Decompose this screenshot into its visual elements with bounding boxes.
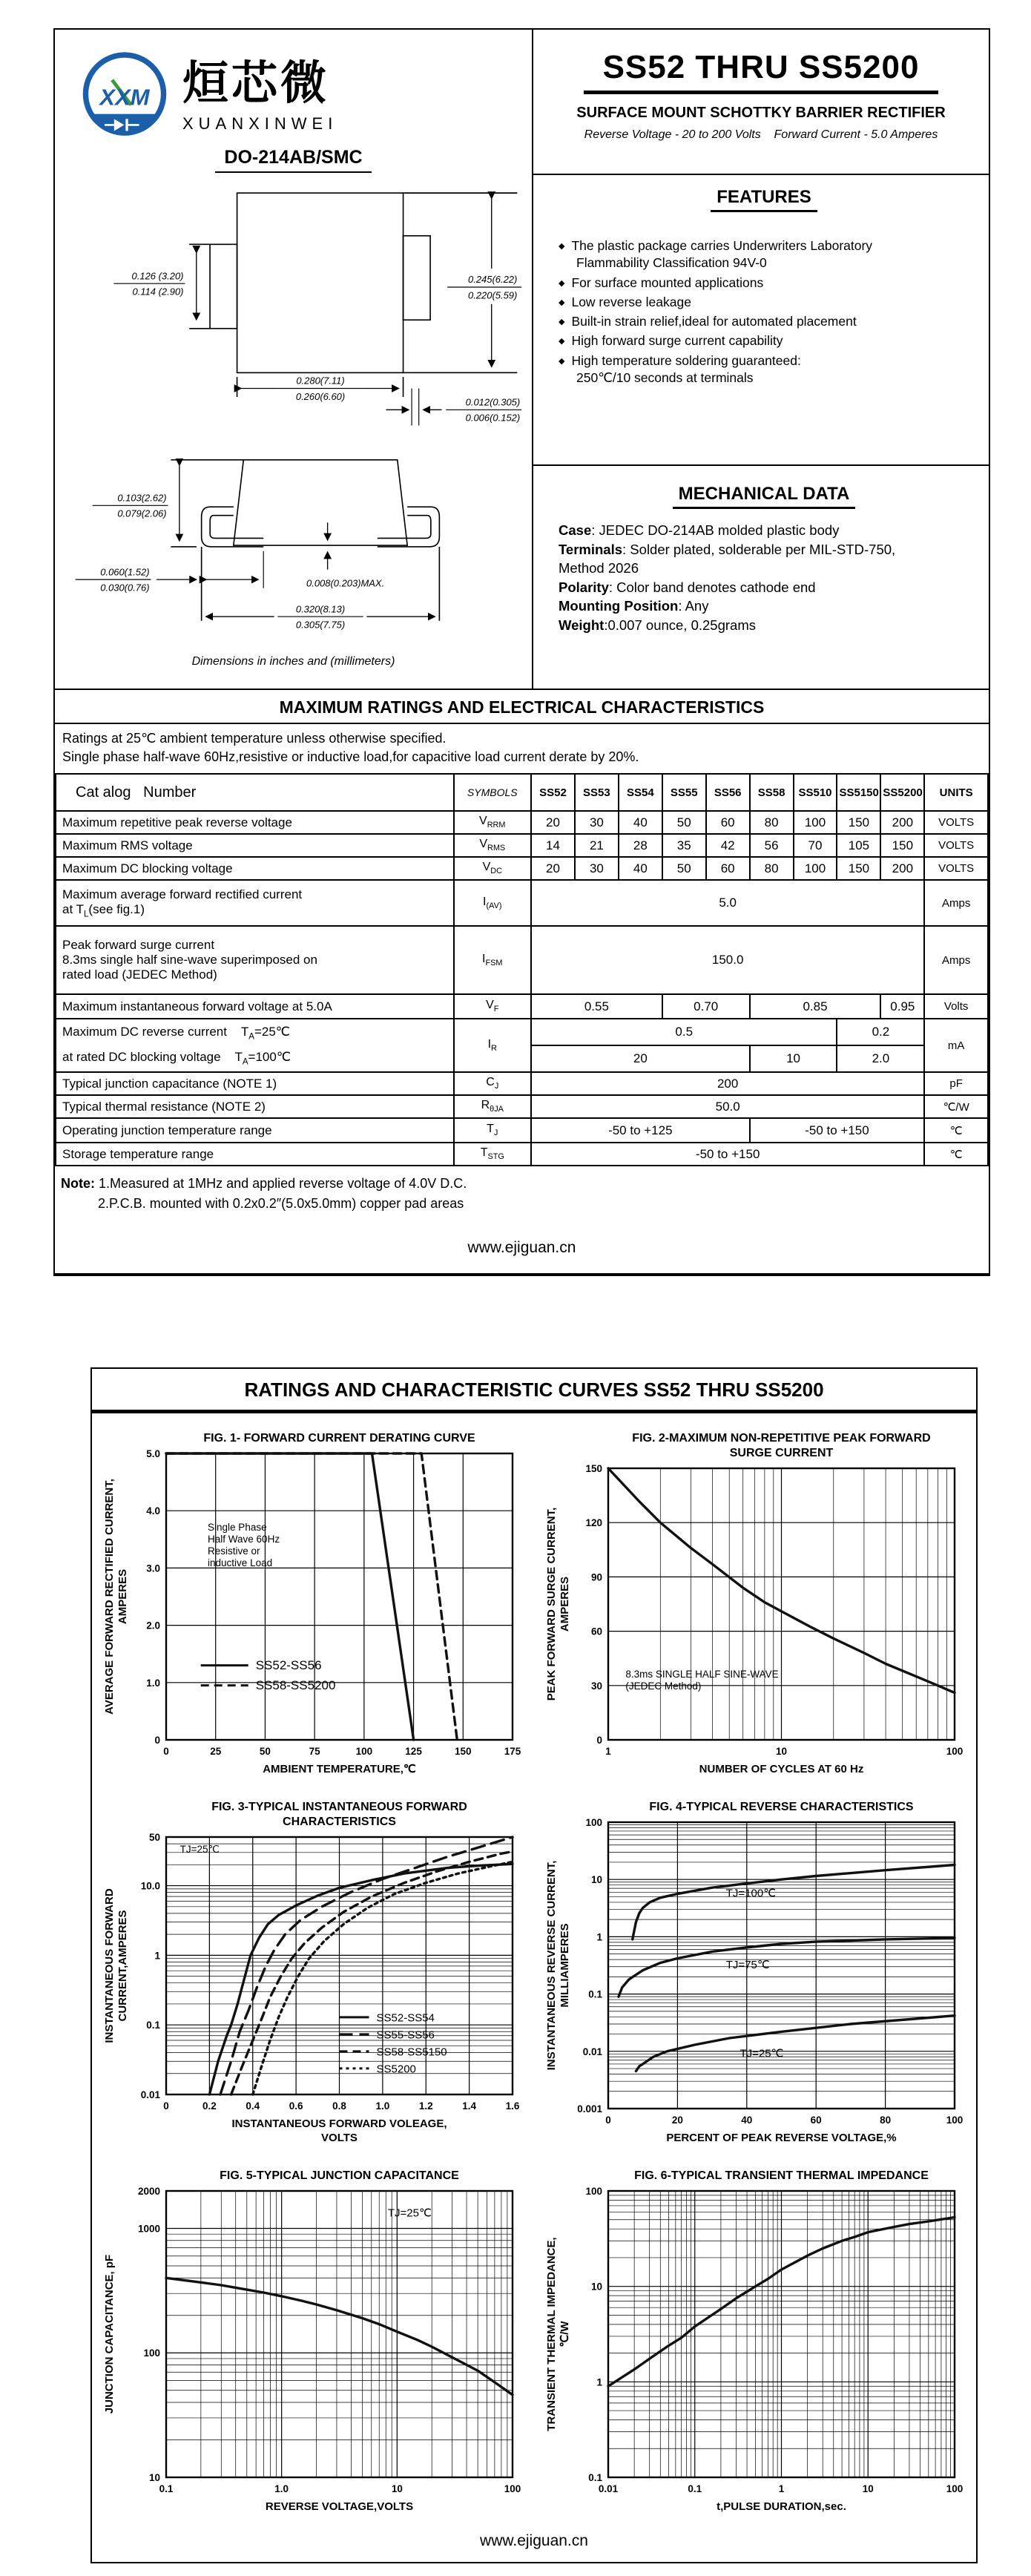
catalog-number-header: Cat alog Number	[56, 774, 454, 811]
x-tick-label: 100	[946, 2483, 964, 2494]
unit-cell: ℃/W	[924, 1095, 988, 1118]
x-axis-label: AMBIENT TEMPERATURE,℃	[263, 1763, 416, 1775]
value-cell: 20	[531, 811, 575, 834]
device-type-subtitle: SURFACE MOUNT SCHOTTKY BARRIER RECTIFIER	[576, 105, 946, 121]
legend-label: SS52-SS54	[376, 2011, 435, 2025]
x-tick-label: 1.2	[418, 2100, 433, 2112]
x-tick-label: 40	[741, 2115, 753, 2126]
device-column-header: SS5200	[880, 774, 924, 811]
x-tick-label: 0.4	[246, 2100, 260, 2112]
y-tick-label: 0	[154, 1735, 160, 1746]
y-axis-label: CURRENT,AMPERES	[116, 1910, 129, 2022]
row-label: Typical thermal resistance (NOTE 2)	[56, 1095, 454, 1118]
y-tick-label: 30	[590, 1680, 602, 1692]
chart-annotation: inductive Load	[208, 1557, 273, 1569]
series-curve	[619, 1938, 955, 1997]
package-top-view-drawing	[64, 174, 524, 437]
mechanical-data-section	[533, 466, 989, 689]
fig1-plot	[98, 1422, 524, 1782]
dim-foot-max: 0.060(1.52)	[99, 566, 150, 578]
device-column-header: SS52	[531, 774, 575, 811]
device-column-header: SS510	[794, 774, 837, 811]
row-symbol: $V_{RMS}$	[454, 834, 532, 857]
y-axis-label: AMPERES	[116, 1568, 129, 1625]
y-tick-label: 5.0	[146, 1448, 160, 1459]
value-cell: 60	[706, 811, 750, 834]
mechanical-line: Polarity: Color band denotes cathode end	[559, 579, 816, 595]
table-notes	[55, 1166, 989, 1214]
series-curve	[166, 2278, 513, 2395]
value-cell: -50 to +150	[531, 1143, 924, 1166]
dim-standoff: 0.008(0.203)MAX.	[306, 577, 384, 589]
y-tick-label: 10.0	[140, 1880, 160, 1892]
ratings-section-heading: MAXIMUM RATINGS AND ELECTRICAL CHARACTERISTICS	[55, 690, 989, 724]
fig2-chart	[540, 1422, 970, 1786]
dim-foot-min: 0.030(0.76)	[99, 582, 150, 594]
value-cell: 0.2	[837, 1019, 924, 1045]
chart-title: CHARACTERISTICS	[283, 1816, 396, 1828]
row-label: Maximum DC reverse current $T_A=25℃$ at rated DC blocking voltage $T_A=100℃$	[56, 1019, 454, 1072]
x-axis-label: PERCENT OF PEAK REVERSE VOLTAGE,%	[666, 2132, 897, 2144]
page1-right-column	[533, 30, 989, 689]
x-tick-label: 10	[775, 1746, 788, 1757]
dim-body-width-max: 0.280(7.11)	[295, 375, 345, 387]
chart-annotation: TJ=100℃	[725, 1887, 777, 1900]
y-tick-label: 2000	[137, 2186, 160, 2197]
y-tick-label: 10	[590, 1874, 602, 1886]
x-tick-label: 0.6	[289, 2100, 303, 2112]
ratings-condition-1: Ratings at 25℃ ambient temperature unless otherwise specified.	[62, 731, 447, 746]
value-cell: 40	[619, 811, 662, 834]
y-axis-label: AVERAGE FORWARD RECTIFIED CURRENT,	[103, 1479, 116, 1715]
feature-item: ◆ Low reverse leakage	[559, 294, 691, 309]
note-label: Note:	[61, 1176, 95, 1191]
x-tick-label: 1.0	[274, 2483, 289, 2494]
unit-cell: VOLTS	[924, 857, 988, 880]
row-symbol: $R_{\theta JA}$	[454, 1095, 532, 1118]
row-label: Maximum instantaneous forward voltage at 5.0A	[56, 994, 454, 1019]
chart-annotation: Single Phase	[208, 1522, 267, 1534]
dim-profile-height-max: 0.103(2.62)	[116, 492, 167, 504]
page2-frame	[90, 1367, 978, 2563]
value-cell: 14	[531, 834, 575, 857]
title-block	[533, 30, 989, 175]
device-column-header: SS53	[575, 774, 619, 811]
mechanical-line: Case: JEDEC DO-214AB molded plastic body	[559, 522, 840, 538]
value-cell: 40	[619, 857, 662, 880]
row-symbol: $T_J$	[454, 1118, 532, 1143]
units-header: UNITS	[924, 774, 988, 811]
y-tick-label: 100	[143, 2347, 160, 2359]
fig4-chart	[540, 1791, 970, 2155]
x-tick-label: 80	[880, 2115, 892, 2126]
y-tick-label: 4.0	[146, 1505, 160, 1517]
x-tick-label: 25	[210, 1746, 222, 1757]
y-tick-label: 1.0	[146, 1677, 160, 1689]
x-axis-label: INSTANTANEOUS FORWARD VOLEAGE,	[231, 2117, 447, 2130]
row-label: Operating junction temperature range	[56, 1118, 454, 1143]
part-number-title: SS52 THRU SS5200	[584, 49, 939, 94]
value-cell: 50	[662, 811, 706, 834]
fig5-chart	[98, 2160, 528, 2523]
feature-item: ◆ Built-in strain relief,ideal for automated placement	[559, 314, 857, 329]
company-name-cn: 烜芯微	[182, 58, 330, 110]
y-tick-label: 60	[590, 1626, 602, 1637]
diamond-bullet-icon: ◆	[559, 242, 565, 251]
row-label: Peak forward surge current 8.3ms single half sine-wave superimposed on rated load (JEDEC Method)	[56, 926, 454, 994]
chart-annotation: TJ=25℃	[179, 1843, 220, 1855]
ratings-conditions	[55, 724, 989, 773]
charts-grid	[92, 1413, 976, 2529]
mechanical-line: Terminals: Solder plated, solderable per MIL-STD-750,	[559, 541, 896, 557]
value-cell: 150.0	[531, 926, 924, 994]
x-axis-label: VOLTS	[321, 2132, 358, 2144]
dim-gap-min: 0.006(0.152)	[465, 412, 520, 424]
dim-body-height-min: 0.220(5.59)	[467, 289, 517, 301]
chart-title: FIG. 2-MAXIMUM NON-REPETITIVE PEAK FORWARD	[632, 1432, 931, 1445]
row-symbol: $I_R$	[454, 1019, 532, 1072]
y-axis-label: MILLIAMPERES	[559, 1923, 571, 2008]
y-axis-label: TRANSIENT THERMAL IMPEDANCE,	[545, 2237, 558, 2431]
value-cell: 200	[880, 811, 924, 834]
ratings-condition-2: Single phase half-wave 60Hz,resistive or inductive load,for capacitive load current derate by 20%.	[62, 749, 639, 765]
dim-gap-max: 0.012(0.305)	[465, 396, 520, 408]
value-cell: 100	[794, 857, 837, 880]
value-cell: 200	[531, 1072, 924, 1095]
features-heading: FEATURES	[711, 187, 817, 212]
dimensions-caption: Dimensions in inches and (millimeters)	[191, 655, 395, 668]
value-cell: 0.95	[880, 994, 924, 1019]
row-symbol: $T_{STG}$	[454, 1143, 532, 1166]
y-tick-label: 0.001	[577, 2103, 602, 2115]
value-cell: 0.55	[531, 994, 662, 1019]
y-tick-label: 0.1	[588, 1988, 602, 2000]
x-tick-label: 100	[946, 2115, 964, 2126]
x-tick-label: 20	[671, 2115, 683, 2126]
dim-length-max: 0.320(8.13)	[295, 603, 345, 615]
ratings-table	[55, 773, 989, 1166]
row-symbol: $I_{FSM}$	[454, 926, 532, 994]
unit-cell: VOLTS	[924, 811, 988, 834]
value-cell: 50.0	[531, 1095, 924, 1118]
unit-cell: Amps	[924, 880, 988, 926]
row-symbol: $V_{DC}$	[454, 857, 532, 880]
y-tick-label: 100	[585, 2186, 602, 2197]
value-cell: 60	[706, 857, 750, 880]
y-axis-label: INSTANTANEOUS REVERSE CURRENT,	[545, 1860, 558, 2071]
device-column-header: SS58	[750, 774, 794, 811]
device-column-header: SS5150	[837, 774, 880, 811]
chart-annotation: TJ=75℃	[725, 1958, 770, 1971]
dim-length-min: 0.305(7.75)	[295, 619, 345, 631]
value-cell: 0.85	[750, 994, 881, 1019]
value-cell: 150	[837, 811, 880, 834]
y-tick-label: 90	[590, 1571, 602, 1583]
row-label: Maximum RMS voltage	[56, 834, 454, 857]
row-symbol: $V_{RRM}$	[454, 811, 532, 834]
y-tick-label: 10	[590, 2281, 602, 2293]
legend-label: SS5200	[376, 2063, 416, 2076]
logo-monogram: XXM	[99, 84, 150, 111]
fig6-chart	[540, 2160, 970, 2523]
chart-title: FIG. 6-TYPICAL TRANSIENT THERMAL IMPEDANCE	[634, 2169, 929, 2182]
ratings-summary-line: Reverse Voltage - 20 to 200 Volts Forward Current - 5.0 Amperes	[584, 128, 938, 141]
x-tick-label: 100	[946, 1746, 964, 1757]
package-drawing-column	[55, 30, 533, 689]
diamond-bullet-icon: ◆	[559, 337, 565, 346]
y-tick-label: 0.01	[140, 2089, 160, 2100]
diamond-bullet-icon: ◆	[559, 278, 565, 288]
chart-title: FIG. 3-TYPICAL INSTANTANEOUS FORWARD	[211, 1801, 467, 1813]
note-1: 1.Measured at 1MHz and applied reverse voltage of 4.0V D.C.	[99, 1176, 467, 1191]
feature-item: ◆ For surface mounted applications	[559, 275, 764, 290]
x-tick-label: 125	[405, 1746, 422, 1757]
symbols-header: SYMBOLS	[454, 774, 532, 811]
chart-annotation: Resistive or	[208, 1545, 260, 1557]
chart-annotation: Half Wave 60Hz	[208, 1534, 280, 1545]
series-curve	[231, 1852, 513, 2095]
x-tick-label: 0.2	[202, 2100, 217, 2112]
value-cell: 70	[794, 834, 837, 857]
row-label: Maximum average forward rectified current at $T_L(see$ fig.1)	[56, 880, 454, 926]
value-cell: 28	[619, 834, 662, 857]
y-axis-label: AMPERES	[559, 1576, 571, 1632]
dim-body-width-min: 0.260(6.60)	[295, 390, 345, 402]
dim-profile-height-min: 0.079(2.06)	[116, 507, 167, 519]
row-label: Maximum DC blocking voltage	[56, 857, 454, 880]
chart-title: SURGE CURRENT	[729, 1447, 834, 1459]
chart-title: FIG. 5-TYPICAL JUNCTION CAPACITANCE	[220, 2169, 459, 2182]
y-axis-label: ℃/W	[559, 2321, 571, 2347]
value-cell: 20	[531, 1045, 750, 1072]
y-tick-label: 150	[585, 1463, 602, 1474]
fig5-plot	[98, 2160, 524, 2520]
y-axis-label: PEAK FORWARD SURGE CURRENT,	[545, 1507, 558, 1701]
row-symbol: $C_J$	[454, 1072, 532, 1095]
value-cell: 35	[662, 834, 706, 857]
x-tick-label: 100	[504, 2483, 521, 2494]
x-tick-label: 0	[163, 2100, 169, 2112]
x-tick-label: 150	[455, 1746, 472, 1757]
x-tick-label: 1	[605, 1746, 611, 1757]
mechanical-line: Method 2026	[559, 560, 639, 576]
fig6-plot	[540, 2160, 966, 2520]
x-tick-label: 60	[810, 2115, 822, 2126]
diamond-bullet-icon: ◆	[559, 298, 565, 307]
features-list	[559, 237, 969, 387]
value-cell: 150	[880, 834, 924, 857]
chart-annotation: TJ=25℃	[740, 2047, 784, 2060]
y-tick-label: 1	[596, 2376, 602, 2388]
mechanical-line: Mounting Position: Any	[559, 598, 709, 614]
dim-body-height-max: 0.245(6.22)	[467, 274, 517, 286]
page1-frame	[53, 28, 990, 1276]
x-tick-label: 1.0	[375, 2100, 390, 2112]
unit-cell: VOLTS	[924, 834, 988, 857]
device-column-header: SS55	[662, 774, 706, 811]
note-2: 2.P.C.B. mounted with 0.2x0.2″(5.0x5.0mm) copper pad areas	[98, 1196, 464, 1211]
value-cell: 80	[750, 811, 794, 834]
y-tick-label: 100	[585, 1817, 602, 1828]
value-cell: 50	[662, 857, 706, 880]
value-cell: 20	[531, 857, 575, 880]
value-cell: 56	[750, 834, 794, 857]
x-tick-label: 10	[862, 2483, 874, 2494]
series-curve	[166, 1453, 414, 1740]
row-symbol: $I_{(AV)}$	[454, 880, 532, 926]
fig3-plot	[98, 1791, 524, 2151]
mechanical-heading: MECHANICAL DATA	[673, 484, 856, 509]
value-cell: 30	[575, 857, 619, 880]
company-name-en: XUANXINWEI	[182, 114, 338, 133]
y-tick-label: 0.1	[146, 2020, 160, 2031]
device-column-header: SS54	[619, 774, 662, 811]
unit-cell: ℃	[924, 1118, 988, 1143]
value-cell: 105	[837, 834, 880, 857]
legend-label: SS58-SS5200	[255, 1678, 336, 1693]
x-tick-label: 0.1	[688, 2483, 702, 2494]
value-cell: 150	[837, 857, 880, 880]
fig2-plot	[540, 1422, 966, 1782]
y-tick-label: 2.0	[146, 1620, 160, 1632]
value-cell: 42	[706, 834, 750, 857]
diamond-bullet-icon: ◆	[559, 356, 565, 366]
value-cell: 30	[575, 811, 619, 834]
value-cell: 0.70	[662, 994, 750, 1019]
unit-cell: Volts	[924, 994, 988, 1019]
value-cell: 21	[575, 834, 619, 857]
y-tick-label: 1000	[137, 2223, 160, 2235]
fig3-chart	[98, 1791, 528, 2155]
page1-top-section	[55, 30, 989, 690]
feature-item: ◆ High temperature soldering guaranteed: 250℃/10 seconds at terminals	[559, 352, 801, 385]
x-tick-label: 1.4	[462, 2100, 477, 2112]
x-tick-label: 0.01	[598, 2483, 619, 2494]
value-cell: 80	[750, 857, 794, 880]
x-tick-label: 100	[355, 1746, 373, 1757]
y-tick-label: 1	[154, 1950, 160, 1962]
x-tick-label: 0.1	[159, 2483, 174, 2494]
x-tick-label: 175	[504, 1746, 521, 1757]
value-cell: 10	[750, 1045, 837, 1072]
value-cell: -50 to +150	[750, 1118, 925, 1143]
legend-label: SS52-SS56	[255, 1658, 322, 1673]
row-symbol: $V_F$	[454, 994, 532, 1019]
x-tick-label: 0	[163, 1746, 169, 1757]
x-tick-label: 0.8	[332, 2100, 346, 2112]
legend-label: SS58-SS5150	[376, 2046, 447, 2059]
chart-title: FIG. 4-TYPICAL REVERSE CHARACTERISTICS	[649, 1801, 914, 1813]
y-tick-label: 10	[148, 2472, 160, 2483]
row-label: Maximum repetitive peak reverse voltage	[56, 811, 454, 834]
fig4-plot	[540, 1791, 966, 2151]
chart-title: FIG. 1- FORWARD CURRENT DERATING CURVE	[203, 1432, 475, 1445]
chart-annotation: 8.3ms SINGLE HALF SINE-WAVE	[625, 1668, 779, 1680]
unit-cell: Amps	[924, 926, 988, 994]
y-tick-label: 0.01	[582, 2046, 602, 2057]
y-tick-label: 0.1	[588, 2472, 602, 2483]
unit-cell: mA	[924, 1019, 988, 1072]
chart-annotation: (JEDEC Method)	[625, 1680, 702, 1692]
dim-tab-height-max: 0.126 (3.20)	[131, 270, 183, 282]
package-side-view-drawing	[64, 438, 524, 654]
x-tick-label: 10	[391, 2483, 403, 2494]
diamond-bullet-icon: ◆	[559, 318, 565, 327]
chart-annotation: TJ=25℃	[387, 2207, 432, 2220]
y-tick-label: 120	[585, 1517, 602, 1529]
y-tick-label: 50	[148, 1832, 160, 1843]
curves-section-heading: RATINGS AND CHARACTERISTIC CURVES SS52 THRU SS5200	[92, 1369, 976, 1413]
device-column-header: SS56	[706, 774, 750, 811]
feature-item: ◆ High forward surge current capability	[559, 333, 783, 349]
mechanical-lines	[559, 521, 969, 634]
x-axis-label: t,PULSE DURATION,sec.	[717, 2500, 846, 2513]
value-cell: 2.0	[837, 1045, 924, 1072]
package-name: DO-214AB/SMC	[215, 147, 371, 173]
series-curve	[209, 1864, 513, 2094]
legend-label: SS55-SS56	[376, 2028, 435, 2042]
dim-tab-height-min: 0.114 (2.90)	[132, 286, 183, 298]
y-axis-label: INSTANTANEOUS FORWARD	[103, 1888, 116, 2043]
brand-logo	[55, 30, 532, 144]
value-cell: 5.0	[531, 880, 924, 926]
page2-footer-url: www.ejiguan.cn	[480, 2532, 588, 2549]
y-tick-label: 1	[596, 1931, 602, 1943]
value-cell: 100	[794, 811, 837, 834]
xxm-logo-icon	[77, 49, 172, 144]
unit-cell: ℃	[924, 1143, 988, 1166]
feature-item: ◆ The plastic package carries Underwriters Laboratory Flammability Classification 94V-0	[559, 238, 873, 271]
features-section	[533, 175, 989, 466]
value-cell: 0.5	[531, 1019, 837, 1045]
y-axis-label: JUNCTION CAPACITANCE, pF	[103, 2254, 116, 2414]
x-tick-label: 0	[605, 2115, 611, 2126]
x-tick-label: 1	[778, 2483, 785, 2494]
x-tick-label: 75	[309, 1746, 320, 1757]
row-label: Storage temperature range	[56, 1143, 454, 1166]
value-cell: -50 to +125	[531, 1118, 750, 1143]
x-tick-label: 50	[259, 1746, 271, 1757]
x-axis-label: NUMBER OF CYCLES AT 60 Hz	[699, 1763, 864, 1775]
row-label: Typical junction capacitance (NOTE 1)	[56, 1072, 454, 1095]
mechanical-line: Weight:0.007 ounce, 0.25grams	[559, 617, 756, 633]
y-tick-label: 3.0	[146, 1563, 160, 1574]
x-tick-label: 1.6	[505, 2100, 520, 2112]
value-cell: 200	[880, 857, 924, 880]
page1-footer-url: www.ejiguan.cn	[467, 1239, 576, 1256]
fig1-chart	[98, 1422, 528, 1786]
x-axis-label: REVERSE VOLTAGE,VOLTS	[265, 2500, 414, 2513]
y-tick-label: 0	[596, 1735, 602, 1746]
unit-cell: pF	[924, 1072, 988, 1095]
